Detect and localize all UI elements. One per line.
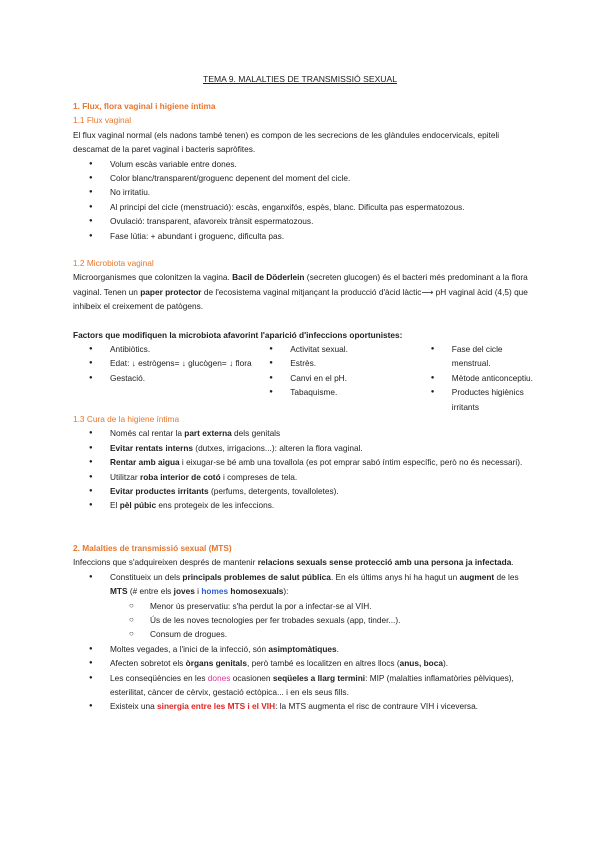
mts-list <box>73 570 533 599</box>
list-item <box>73 671 533 700</box>
text-bold: anus, boca <box>399 658 443 669</box>
list-item <box>73 656 533 670</box>
section-1-3 <box>73 412 533 513</box>
text: i <box>194 586 202 597</box>
section-2 <box>73 541 533 714</box>
text-bold: relacions sexuals sense protecció amb una persona ja infectada <box>257 557 512 568</box>
list-item: ● Al principi del cicle (menstruació): escàs, enganxifós, espès, blanc. Dificulta pas espermatozous. <box>73 200 533 214</box>
text-bold: Evitar productes irritants <box>110 486 209 497</box>
list-item <box>73 570 533 599</box>
text-bold: MTS <box>110 586 128 597</box>
list-item: ● Mètode anticonceptiu. <box>415 371 533 385</box>
text: (secreten glucogen) és el bacteri més predominant a la flora vaginal. Tenen un <box>73 272 528 297</box>
list-item <box>73 455 533 469</box>
text: pH vaginal àcid (4,5) que inhibeix el creixement de patògens. <box>73 286 528 312</box>
factors-col-3 <box>415 342 533 414</box>
list-item: ● Volum escàs variable entre dones. <box>73 157 533 171</box>
list-item: ● Productes higiènics irritants <box>415 385 533 414</box>
factors-col-1 <box>73 342 253 414</box>
text-bold: seqüeles a llarg termini <box>272 672 366 683</box>
text-pink: dones <box>207 672 231 683</box>
text-bold: principals problemes de salut pública <box>182 571 331 582</box>
text: de les <box>494 571 519 582</box>
section-1 <box>73 99 533 243</box>
text: Microorganismes que colonitzen la vagina. <box>73 272 233 283</box>
text: de l'ecosistema vaginal mitjançant la producció d'àcid làctic <box>201 286 422 297</box>
text: . <box>511 557 514 568</box>
text: Infeccions que s'adquireixen després de mantenir <box>73 557 258 568</box>
section-1-2-heading: 1.2 Microbiota vaginal <box>73 258 154 268</box>
flux-list <box>73 157 533 243</box>
factors-col-2 <box>253 342 415 414</box>
list-item: ● Ovulació: transparent, afavoreix trànsit espermatozous. <box>73 214 533 228</box>
text-bold: asimptomàtiques <box>268 643 337 654</box>
list-item <box>73 498 533 512</box>
document-title: TEMA 9. MALALTIES DE TRANSMISSIÓ SEXUAL <box>202 74 398 84</box>
text: Existeix una <box>110 701 158 712</box>
text-bold: part externa <box>184 428 232 439</box>
list-item: ● No irritatiu. <box>73 185 533 199</box>
list-item: ○ Ús de les noves tecnologies per fer trobades sexuals (app, tinder...). <box>73 613 533 627</box>
text: (# entre els <box>127 586 174 597</box>
text: Utilitzar <box>110 471 140 482</box>
list-item: ● Color blanc/transparent/groguenc depenent del moment del cicle. <box>73 171 533 185</box>
text: ): <box>283 586 289 597</box>
text: ens protegeix de les infeccions. <box>156 500 275 511</box>
text: Les conseqüències en les <box>110 672 208 683</box>
text: ). <box>442 658 449 669</box>
list-item <box>73 441 533 455</box>
arrow-icon: ⟶ <box>421 286 434 297</box>
text: Moltes vegades, a l'inici de la infecció, són <box>110 643 269 654</box>
mts-sublist <box>73 599 533 642</box>
factors-columns <box>73 342 533 414</box>
section-1-1-heading: 1.1 Flux vaginal <box>73 115 132 126</box>
section-2-heading: 2. Malalties de transmissió sexual (MTS) <box>73 543 232 553</box>
text: i compreses de tela. <box>220 471 298 482</box>
text: ocasionen <box>230 672 273 683</box>
factors-heading: Factors que modifiquen la microbiota afavorint l'aparició d'infeccions oportunistes: <box>73 329 403 340</box>
list-item: ● Fase lútia: + abundant i groguenc, dificulta pas. <box>73 229 533 243</box>
list-item <box>73 642 533 656</box>
text-bold: òrgans genitals <box>185 658 247 669</box>
text-bold: Evitar rentats interns <box>110 442 193 453</box>
text: Afecten sobretot els <box>110 658 186 669</box>
text: El <box>110 500 120 511</box>
text: dels genitals <box>231 428 281 439</box>
text-bold: paper protector <box>140 286 202 297</box>
list-item: ● Tabaquisme. <box>253 385 415 399</box>
list-item: ● Antibiòtics. <box>73 342 253 356</box>
mts-list-2 <box>73 642 533 714</box>
text-bold: homosexuals <box>230 586 284 597</box>
text-bold: joves <box>173 586 195 597</box>
text-bold: Bacil de Döderlein <box>232 272 305 283</box>
text-blue: homes <box>201 586 229 597</box>
list-item <box>73 484 533 498</box>
text-bold: Rentar amb aigua <box>110 457 180 468</box>
list-item: ● Estrès. <box>253 356 415 370</box>
text-bold: roba interior de cotó <box>139 471 221 482</box>
text: (dutxes, irrigacions...): alteren la flora vaginal. <box>193 442 363 453</box>
section-2-intro <box>73 555 533 569</box>
text: i eixugar-se bé amb una tovallola (es pot emprar sabó íntim específic, però no és necessari). <box>179 457 523 468</box>
text: : MIP (malalties inflamatòries pèlviques), esterilitat, càncer de cèrvix, gestació ectòpica... i en els seus fills. <box>110 672 514 698</box>
text-bold: augment <box>459 571 495 582</box>
list-item: ● Canvi en el pH. <box>253 371 415 385</box>
text-red: sinergia entre les MTS i el VIH <box>157 701 276 712</box>
text: Només cal rentar la <box>110 428 185 439</box>
list-item: ● Fase del cicle menstrual. <box>415 342 533 371</box>
text: (perfums, detergents, tovalloletes). <box>208 486 339 497</box>
list-item: ○ Consum de drogues. <box>73 627 533 641</box>
section-1-heading: 1. Flux, flora vaginal i higiene íntima <box>73 101 216 111</box>
text-bold: pèl púbic <box>119 500 157 511</box>
list-item: ● Gestació. <box>73 371 253 385</box>
list-item <box>73 426 533 440</box>
list-item: ● Activitat sexual. <box>253 342 415 356</box>
list-item: ○ Menor ús preservatiu: s'ha perdut la por a infectar-se al VIH. <box>73 599 533 613</box>
section-1-2 <box>73 256 533 414</box>
text: . En els últims anys hi ha hagut un <box>330 571 460 582</box>
text: , però també es localitzen en altres llocs ( <box>246 658 400 669</box>
hygiene-list <box>73 426 533 512</box>
text: . <box>336 643 339 654</box>
text: Constitueix un dels <box>110 571 183 582</box>
section-1-3-heading: 1.3 Cura de la higiene íntima <box>73 414 180 424</box>
list-item <box>73 470 533 484</box>
list-item <box>73 699 533 713</box>
list-item: ● Edat: ↓ estrògens= ↓ glucògen= ↓ flora <box>73 356 253 370</box>
text: : la MTS augmenta el risc de contraure VIH i viceversa. <box>275 701 478 712</box>
section-1-2-paragraph <box>73 270 533 313</box>
section-1-1-intro: El flux vaginal normal (els nadons també tenen) es compon de les secrecions de les glàndules endocervicals, epiteli descamat de la paret vaginal i bacteris sapròfites. <box>73 129 500 155</box>
